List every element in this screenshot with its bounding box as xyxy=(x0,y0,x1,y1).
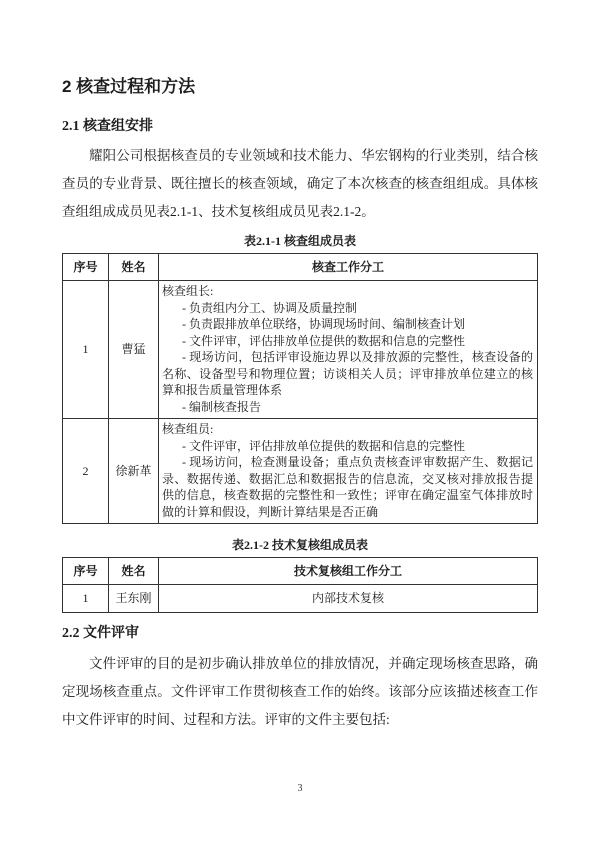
table-2-1-1-caption: 表2.1-1 核查组成员表 xyxy=(244,234,356,248)
duty-item: - 编制核查报告 xyxy=(182,399,261,414)
row-no: 1 xyxy=(63,281,109,419)
table-header-row xyxy=(63,558,538,585)
page-content xyxy=(62,0,538,734)
duty-item: - 负责跟排放单位联络，协调现场时间、编制核查计划 xyxy=(182,317,465,331)
table-2-1-2-caption: 表2.1-2 技术复核组成员表 xyxy=(232,538,368,552)
verification-team-table xyxy=(62,253,538,524)
table-header-row xyxy=(63,254,538,281)
technical-review-team-table xyxy=(62,557,538,613)
role-title: 核查组长: xyxy=(162,284,214,298)
row-review-duty: 内部技术复核 xyxy=(159,585,538,613)
row-name: 曹猛 xyxy=(109,281,159,419)
row-no: 2 xyxy=(63,419,109,524)
section-2-2-paragraph: 文件评审的目的是初步确认排放单位的排放情况，并确定现场核查思路，确定现场核查重点。文件评审工作贯彻核查工作的始终。该部分应该描述核查工作中文件评审的时间、过程和方法。评审的文件主要包括: xyxy=(62,656,538,727)
table-row xyxy=(63,585,538,613)
column-header-review-work: 技术复核组工作分工 xyxy=(159,558,538,585)
duty-item: - 现场访问，包括评审设施边界以及排放源的完整性，核查设备的名称、设备型号和物理位置；访谈相关人员；评审排放单位建立的核算和报告质量管理体系 xyxy=(162,350,533,397)
duty-item: - 负责组内分工、协调及质量控制 xyxy=(182,300,357,315)
section-2-1-heading: 2.1 核查组安排 xyxy=(62,119,153,134)
duty-item: - 现场访问，检查测量设备；重点负责核查评审数据产生、数据记录、数据传递、数据汇总和数据报告的信息流，交叉核对排放报告提供的信息，核查数据的完整性和一致性；评审在确定温室气体排放时做的计算和假设，判断计算结果是否正确 xyxy=(162,455,533,519)
role-title: 核查组员: xyxy=(162,422,214,436)
row-work-division xyxy=(159,419,538,524)
table-row xyxy=(63,419,538,524)
column-header-name: 姓名 xyxy=(109,254,159,281)
row-work-division xyxy=(159,281,538,419)
section-2-1-paragraph: 耀阳公司根据核查员的专业领域和技术能力、华宏钢构的行业类别，结合核查员的专业背景、既往擅长的核查领域，确定了本次核查的核查组组成。具体核查组组成成员见表2.1-1、技术复核组成员见表2.1-2。 xyxy=(62,148,538,219)
column-header-no: 序号 xyxy=(63,558,109,585)
section-2-2-heading: 2.2 文件评审 xyxy=(62,626,139,641)
page-number: 3 xyxy=(297,783,303,794)
duty-item: - 文件评审，评估排放单位提供的数据和信息的完整性 xyxy=(182,333,465,348)
column-header-work: 核查工作分工 xyxy=(159,254,538,281)
row-name: 徐新革 xyxy=(109,419,159,524)
chapter-heading: 2 核查过程和方法 xyxy=(62,77,196,96)
row-no: 1 xyxy=(63,585,109,613)
row-name: 王东刚 xyxy=(109,585,159,613)
duty-item: - 文件评审，评估排放单位提供的数据和信息的完整性 xyxy=(182,438,465,453)
table-row xyxy=(63,281,538,419)
column-header-name: 姓名 xyxy=(109,558,159,585)
column-header-no: 序号 xyxy=(63,254,109,281)
